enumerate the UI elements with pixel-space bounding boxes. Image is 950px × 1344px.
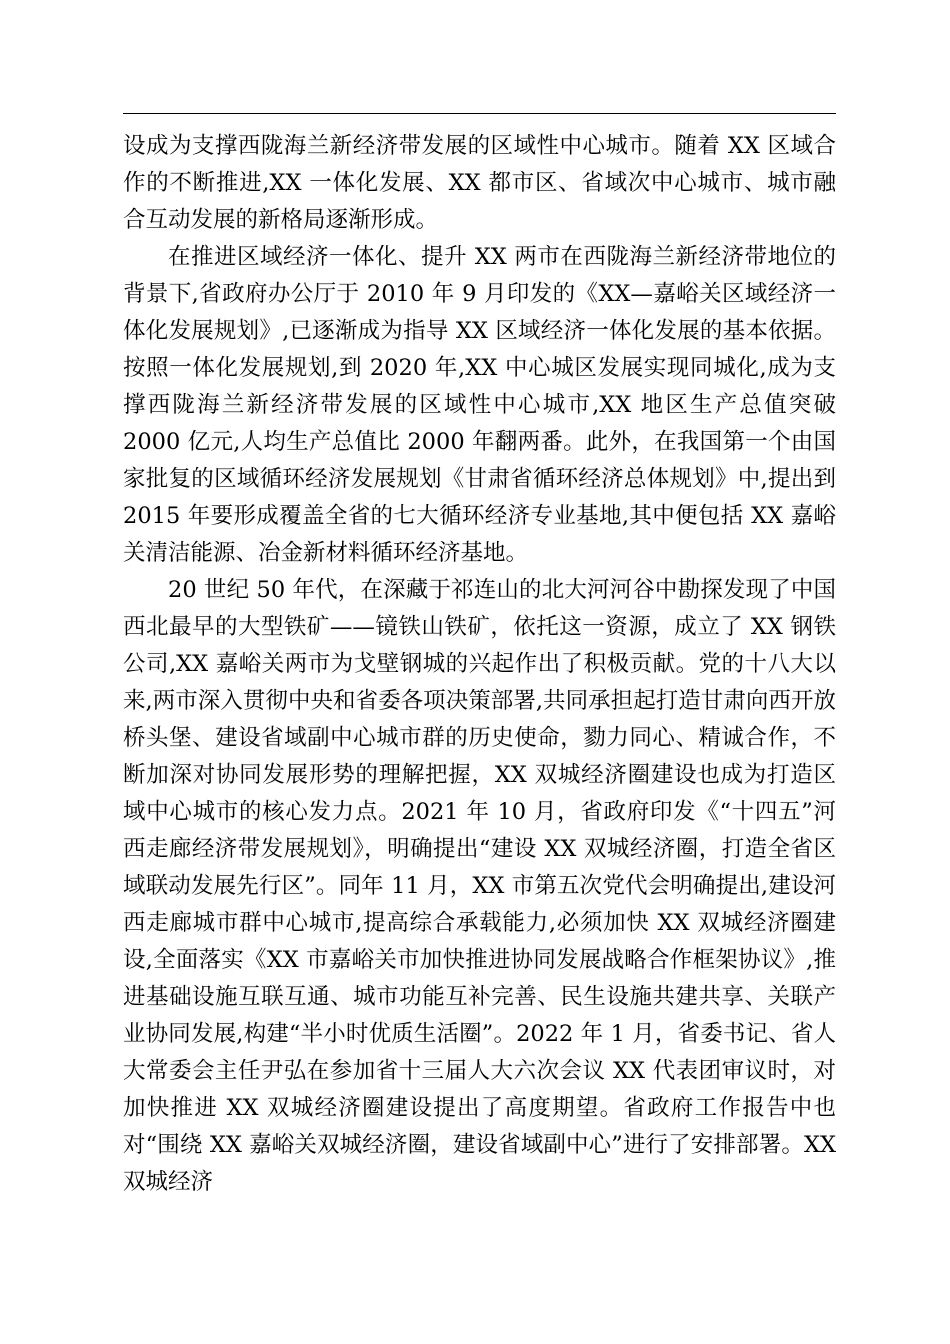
paragraph-regional-integration: 在推进区域经济一体化、提升 XX 两市在西陇海兰新经济带地位的背景下,省政府办公厅于 2010 年 9 月印发的《XX—嘉峪关区域经济一体化发展规划》,已逐渐成为指导 XX 区域经济一体化发展的基本依据。按照一体化发展规划,到 2020 年,XX 中心城区发展实现同城化,成为支撑西陇海兰新经济带发展的区域性中心城市,XX 地区生产总值突破 2000 亿元,人均生产总值比 2000 年翻两番。此外，在我国第一个由国家批复的区域循环经济发展规划《甘肃省循环经济总体规划》中,提出到 2015 年要形成覆盖全省的七大循环经济专业基地,其中便包括 XX 嘉峪关清洁能源、冶金新材料循环经济基地。 xyxy=(123,244,836,566)
paragraph-twin-city-history: 20 世纪 50 年代，在深藏于祁连山的北大河河谷中勘探发现了中国西北最早的大型铁矿——镜铁山铁矿，依托这一资源，成立了 XX 钢铁公司,XX 嘉峪关两市为戈壁钢城的兴起作出了积极贡献。党的十八大以来,两市深入贯彻中央和省委各项决策部署,共同承担起打造甘肃向西开放桥头堡、建设省域副中心城市群的历史使命，勠力同心、精诚合作，不断加深对协同发展形势的理解把握，XX 双城经济圈建设也成为打造区域中心城市的核心发力点。2021 年 10 月，省政府印发《“十四五”河西走廊经济带发展规划》，明确提出“建设 XX 双城经济圈，打造全省区域联动发展先行区”。同年 11 月，XX 市第五次党代会明确提出,建设河西走廊城市群中心城市,提高综合承载能力,必须加快 XX 双城经济圈建设,全面落实《XX 市嘉峪关市加快推进协同发展战略合作框架协议》,推进基础设施互联互通、城市功能互补完善、民生设施共建共享、关联产业协同发展,构建“半小时优质生活圈”。2022 年 1 月，省委书记、省人大常委会主任尹弘在参加省十三届人大六次会议 XX 代表团审议时，对加快推进 XX 双城经济圈建设提出了高度期望。省政府工作报告中也对“围绕 XX 嘉峪关双城经济圈，建设省域副中心”进行了安排部署。XX 双城经济 xyxy=(123,577,836,1195)
body-text xyxy=(123,128,836,1201)
header-rule xyxy=(123,113,836,114)
paragraph-continuation: 设成为支撑西陇海兰新经济带发展的区域性中心城市。随着 XX 区域合作的不断推进,XX 一体化发展、XX 都市区、省域次中心城市、城市融合互动发展的新格局逐渐形成。 xyxy=(123,133,836,233)
